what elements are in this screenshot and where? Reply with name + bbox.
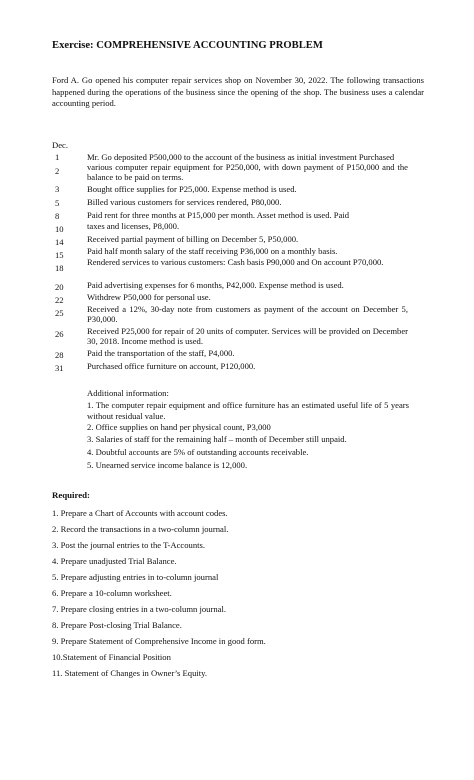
transaction-text: Withdrew P50,000 for personal use. xyxy=(87,292,211,302)
required-item: 11. Statement of Changes in Owner’s Equity. xyxy=(52,668,208,678)
transaction-day: 1 xyxy=(55,152,60,162)
transaction-text: Bought office supplies for P25,000. Expense method is used. xyxy=(87,184,297,194)
transaction-day: 10 xyxy=(55,224,64,234)
required-item: 8. Prepare Post-closing Trial Balance. xyxy=(52,620,182,630)
transaction-day: 25 xyxy=(55,308,64,318)
additional-info-item: 5. Unearned service income balance is 12,000. xyxy=(87,460,248,470)
transaction-day: 15 xyxy=(55,250,64,260)
additional-info-item: 2. Office supplies on hand per physical count, P3,000 xyxy=(87,422,271,432)
transaction-text: Purchased office furniture on account, P120,000. xyxy=(87,361,256,371)
transaction-text: Received partial payment of billing on December 5, P50,000. xyxy=(87,234,299,244)
transaction-text: Received P25,000 for repair of 20 units of computer. Services will be provided on December 30, 2018. Income method is used. xyxy=(87,326,408,347)
transaction-text: Billed various customers for services rendered, P80,000. xyxy=(87,197,282,207)
transaction-text: Received a 12%, 30-day note from customers as payment of the account on December 5, P30,000. xyxy=(87,304,408,325)
transaction-day: 8 xyxy=(55,211,60,221)
transaction-text: Paid half month salary of the staff receiving P36,000 on a monthly basis. xyxy=(87,246,338,256)
transaction-text: Mr. Go deposited P500,000 to the account of the business as initial investment Purchased xyxy=(87,152,395,162)
additional-info-item: 1. The computer repair equipment and office furniture has an estimated useful life of 5 years without residual value. xyxy=(87,400,409,421)
exercise-title: Exercise: COMPREHENSIVE ACCOUNTING PROBLEM xyxy=(52,40,323,51)
transaction-text: Paid the transportation of the staff, P4,000. xyxy=(87,348,235,358)
required-item: 5. Prepare adjusting entries in to-column journal xyxy=(52,572,219,582)
transaction-text: various computer repair equipment for P250,000, with down payment of P150,000 and the balance to be paid on terms. xyxy=(87,162,408,183)
transaction-day: 3 xyxy=(55,184,60,194)
transaction-text: Paid rent for three months at P15,000 per month. Asset method is used. Paid xyxy=(87,210,350,220)
transaction-text: Paid advertising expenses for 6 months, P42,000. Expense method is used. xyxy=(87,280,344,290)
additional-info-item: 4. Doubtful accounts are 5% of outstanding accounts receivable. xyxy=(87,447,309,457)
transaction-day: 26 xyxy=(55,329,64,339)
transaction-day: 2 xyxy=(55,166,60,176)
additional-info-title: Additional information: xyxy=(87,388,169,398)
required-item: 7. Prepare closing entries in a two-column journal. xyxy=(52,604,226,614)
intro-paragraph: Ford A. Go opened his computer repair services shop on November 30, 2022. The following transactions happened during the operations of the business since the opening of the shop. The business uses a calendar accounting period. xyxy=(52,75,424,109)
transaction-day: 31 xyxy=(55,363,64,373)
transaction-text: taxes and licenses, P8,000. xyxy=(87,221,180,231)
month-label: Dec. xyxy=(52,140,68,150)
required-title: Required: xyxy=(52,490,90,500)
transaction-day: 14 xyxy=(55,237,64,247)
additional-info-item: 3. Salaries of staff for the remaining half – month of December still unpaid. xyxy=(87,434,347,444)
transaction-day: 28 xyxy=(55,350,64,360)
transaction-text: Rendered services to various customers: Cash basis P90,000 and On account P70,000. xyxy=(87,257,384,267)
required-item: 6. Prepare a 10-column worksheet. xyxy=(52,588,172,598)
transaction-day: 22 xyxy=(55,295,64,305)
required-item: 2. Record the transactions in a two-column journal. xyxy=(52,524,229,534)
required-item: 4. Prepare unadjusted Trial Balance. xyxy=(52,556,177,566)
required-item: 3. Post the journal entries to the T-Accounts. xyxy=(52,540,205,550)
transaction-day: 18 xyxy=(55,263,64,273)
required-item: 10.Statement of Financial Position xyxy=(52,652,171,662)
transaction-day: 5 xyxy=(55,198,60,208)
required-item: 1. Prepare a Chart of Accounts with account codes. xyxy=(52,508,228,518)
transaction-day: 20 xyxy=(55,282,64,292)
required-item: 9. Prepare Statement of Comprehensive Income in good form. xyxy=(52,636,266,646)
